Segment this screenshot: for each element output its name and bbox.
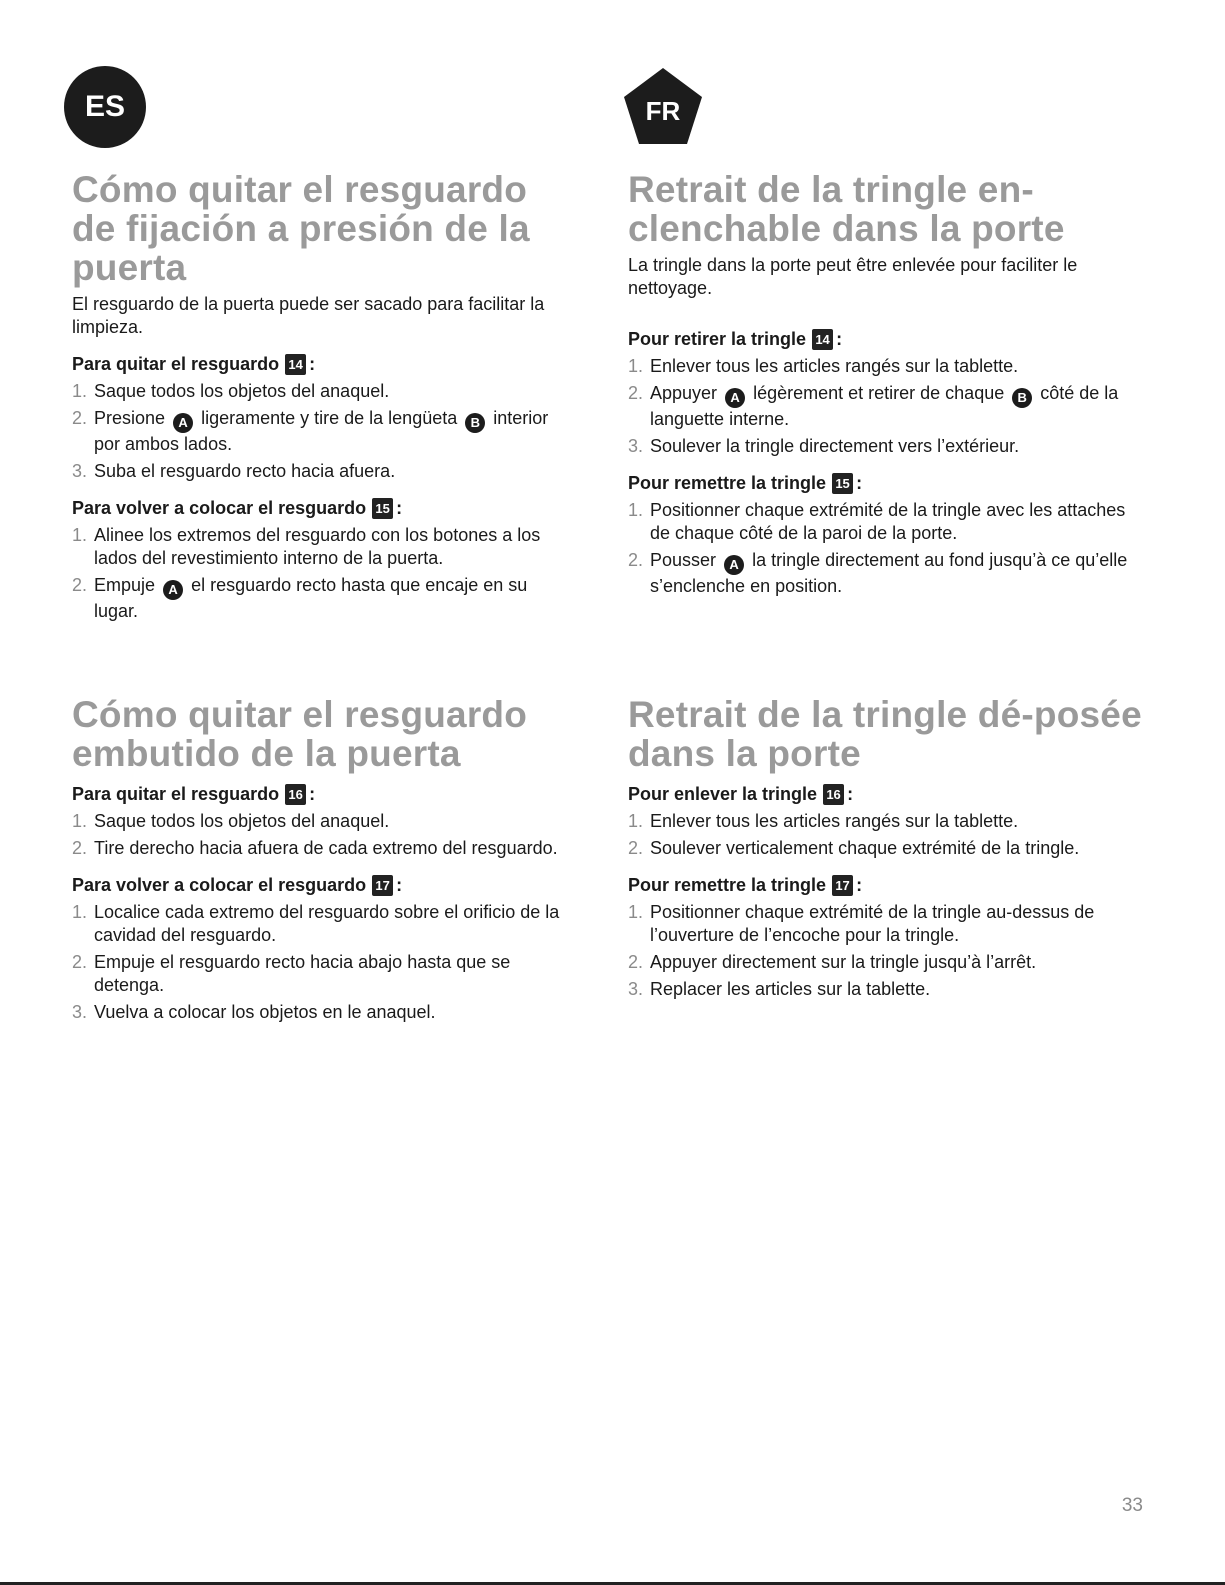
list-item bbox=[628, 435, 1148, 458]
list-item bbox=[628, 837, 1148, 860]
step-number: 3. bbox=[628, 436, 644, 456]
list-item bbox=[72, 901, 572, 947]
subheading-label: Para quitar el resguardo bbox=[72, 784, 280, 804]
callout-b-icon: B bbox=[1012, 388, 1032, 408]
list-item bbox=[628, 549, 1148, 598]
step-text: Enlever tous les articles rangés sur la tablette. bbox=[650, 811, 1019, 831]
list-item bbox=[72, 460, 572, 483]
fr-section1-replace-heading bbox=[628, 472, 1148, 495]
fr-section-snap-in-bin bbox=[628, 170, 1148, 602]
subheading-colon: : bbox=[836, 329, 843, 349]
fr-section1-title: Retrait de la tringle en-clenchable dans la porte bbox=[628, 169, 1065, 249]
callout-b-icon: B bbox=[465, 413, 485, 433]
es-section1-remove-heading bbox=[72, 353, 572, 376]
subheading-colon: : bbox=[309, 784, 316, 804]
step-text: Suba el resguardo recto hacia afuera. bbox=[94, 461, 396, 481]
step-text: Saque todos los objetos del anaquel. bbox=[94, 381, 390, 401]
list-item bbox=[628, 978, 1148, 1001]
step-text: Presione bbox=[94, 408, 166, 428]
list-item bbox=[628, 499, 1148, 545]
fr-section2-replace-heading bbox=[628, 874, 1148, 897]
subheading-label: Pour remettre la tringle bbox=[628, 473, 827, 493]
step-number: 2. bbox=[72, 838, 88, 858]
fr-section1-intro: La tringle dans la porte peut être enlevée pour faciliter le nettoyage. bbox=[628, 255, 1078, 298]
list-item bbox=[72, 407, 572, 456]
fr-section1-replace-steps bbox=[628, 499, 1148, 598]
fr-section2-title: Retrait de la tringle dé-posée dans la porte bbox=[628, 694, 1142, 774]
list-item bbox=[72, 574, 572, 623]
es-badge-label: ES bbox=[84, 90, 126, 123]
fr-language-badge bbox=[622, 66, 704, 146]
step-number: 2. bbox=[628, 952, 644, 972]
step-number: 1. bbox=[72, 525, 88, 545]
list-item bbox=[72, 380, 572, 403]
step-text: Appuyer bbox=[650, 383, 718, 403]
step-number: 1. bbox=[72, 902, 88, 922]
step-number: 1. bbox=[628, 356, 644, 376]
step-text: el resguardo recto hasta que encaje en su lugar. bbox=[94, 575, 528, 621]
step-text: interior por ambos lados. bbox=[94, 408, 549, 454]
list-item bbox=[72, 524, 572, 570]
es-section1-intro: El resguardo de la puerta puede ser sacado para facilitar la limpieza. bbox=[72, 294, 545, 337]
subheading-colon: : bbox=[309, 354, 316, 374]
figure-ref: 17 bbox=[372, 875, 393, 896]
fr-badge-label: FR bbox=[645, 96, 681, 126]
fr-section2-remove-heading bbox=[628, 783, 1148, 806]
step-text: Replacer les articles sur la tablette. bbox=[650, 979, 931, 999]
es-section2-title: Cómo quitar el resguardo embutido de la puerta bbox=[72, 694, 528, 774]
step-text: Saque todos los objetos del anaquel. bbox=[94, 811, 390, 831]
step-text: côté de la languette interne. bbox=[650, 383, 1119, 429]
es-section-snap-in-guard bbox=[72, 170, 572, 627]
list-item bbox=[72, 1001, 572, 1024]
step-text: légèrement et retirer de chaque bbox=[753, 383, 1005, 403]
subheading-label: Pour retirer la tringle bbox=[628, 329, 807, 349]
step-text: Enlever tous les articles rangés sur la tablette. bbox=[650, 356, 1019, 376]
list-item bbox=[628, 901, 1148, 947]
step-text: la tringle directement au fond jusqu’à ce qu’elle s’enclenche en position. bbox=[650, 550, 1128, 596]
es-section-drop-in-guard bbox=[72, 695, 572, 1028]
step-text: Alinee los extremos del resguardo con los botones a los lados del revestimiento interno de la puerta. bbox=[94, 525, 541, 568]
list-item bbox=[72, 810, 572, 833]
subheading-label: Pour enlever la tringle bbox=[628, 784, 818, 804]
step-number: 2. bbox=[628, 838, 644, 858]
subheading-label: Para volver a colocar el resguardo bbox=[72, 875, 367, 895]
step-text: Pousser bbox=[650, 550, 717, 570]
figure-ref: 16 bbox=[285, 784, 306, 805]
step-number: 1. bbox=[628, 500, 644, 520]
step-number: 3. bbox=[628, 979, 644, 999]
step-text: Empuje bbox=[94, 575, 156, 595]
step-text: Empuje el resguardo recto hacia abajo hasta que se detenga. bbox=[94, 952, 511, 995]
step-number: 3. bbox=[72, 461, 88, 481]
figure-ref: 16 bbox=[823, 784, 844, 805]
pentagon-icon bbox=[622, 66, 704, 146]
figure-ref: 15 bbox=[372, 498, 393, 519]
es-section2-replace-heading bbox=[72, 874, 572, 897]
step-number: 2. bbox=[72, 408, 88, 428]
step-text: Vuelva a colocar los objetos en le anaquel. bbox=[94, 1002, 436, 1022]
subheading-colon: : bbox=[396, 498, 403, 518]
callout-a-icon: A bbox=[173, 413, 193, 433]
subheading-colon: : bbox=[856, 473, 863, 493]
step-number: 2. bbox=[72, 575, 88, 595]
subheading-colon: : bbox=[856, 875, 863, 895]
figure-ref: 17 bbox=[832, 875, 853, 896]
subheading-colon: : bbox=[396, 875, 403, 895]
subheading-colon: : bbox=[847, 784, 854, 804]
es-language-badge bbox=[64, 66, 146, 148]
step-text: Positionner chaque extrémité de la tringle au-dessus de l’ouverture de l’encoche pour la tringle. bbox=[650, 902, 1095, 945]
es-section1-remove-steps bbox=[72, 380, 572, 483]
page-number: 33 bbox=[1121, 1495, 1143, 1516]
step-number: 2. bbox=[628, 383, 644, 403]
fr-section1-remove-steps bbox=[628, 355, 1148, 458]
list-item bbox=[72, 837, 572, 860]
step-text: Appuyer directement sur la tringle jusqu’à l’arrêt. bbox=[650, 952, 1037, 972]
step-number: 2. bbox=[72, 952, 88, 972]
figure-ref: 15 bbox=[832, 473, 853, 494]
subheading-label: Pour remettre la tringle bbox=[628, 875, 827, 895]
step-text: Tire derecho hacia afuera de cada extremo del resguardo. bbox=[94, 838, 558, 858]
callout-a-icon: A bbox=[724, 555, 744, 575]
step-number: 1. bbox=[72, 811, 88, 831]
es-section1-replace-steps bbox=[72, 524, 572, 623]
es-section2-remove-steps bbox=[72, 810, 572, 860]
fr-section-drop-in-bin bbox=[628, 695, 1148, 1005]
fr-section2-replace-steps bbox=[628, 901, 1148, 1001]
fr-section2-remove-steps bbox=[628, 810, 1148, 860]
list-item bbox=[628, 951, 1148, 974]
step-number: 2. bbox=[628, 550, 644, 570]
figure-ref: 14 bbox=[812, 329, 833, 350]
step-text: Soulever verticalement chaque extrémité de la tringle. bbox=[650, 838, 1080, 858]
list-item bbox=[72, 951, 572, 997]
step-text: Soulever la tringle directement vers l’extérieur. bbox=[650, 436, 1020, 456]
step-number: 1. bbox=[628, 902, 644, 922]
subheading-label: Para quitar el resguardo bbox=[72, 354, 280, 374]
fr-section1-remove-heading bbox=[628, 328, 1148, 351]
step-text: ligeramente y tire de la lengüeta bbox=[201, 408, 458, 428]
es-section2-remove-heading bbox=[72, 783, 572, 806]
callout-a-icon: A bbox=[725, 388, 745, 408]
step-number: 3. bbox=[72, 1002, 88, 1022]
list-item bbox=[628, 382, 1148, 431]
step-number: 1. bbox=[72, 381, 88, 401]
figure-ref: 14 bbox=[285, 354, 306, 375]
es-section2-replace-steps bbox=[72, 901, 572, 1024]
callout-a-icon: A bbox=[163, 580, 183, 600]
step-text: Positionner chaque extrémité de la tringle avec les attaches de chaque côté de la paroi de la porte. bbox=[650, 500, 1126, 543]
step-number: 1. bbox=[628, 811, 644, 831]
subheading-label: Para volver a colocar el resguardo bbox=[72, 498, 367, 518]
list-item bbox=[628, 355, 1148, 378]
list-item bbox=[628, 810, 1148, 833]
es-section1-title: Cómo quitar el resguardo de fijación a presión de la puerta bbox=[72, 169, 530, 288]
es-section1-replace-heading bbox=[72, 497, 572, 520]
step-text: Localice cada extremo del resguardo sobre el orificio de la cavidad del resguardo. bbox=[94, 902, 560, 945]
